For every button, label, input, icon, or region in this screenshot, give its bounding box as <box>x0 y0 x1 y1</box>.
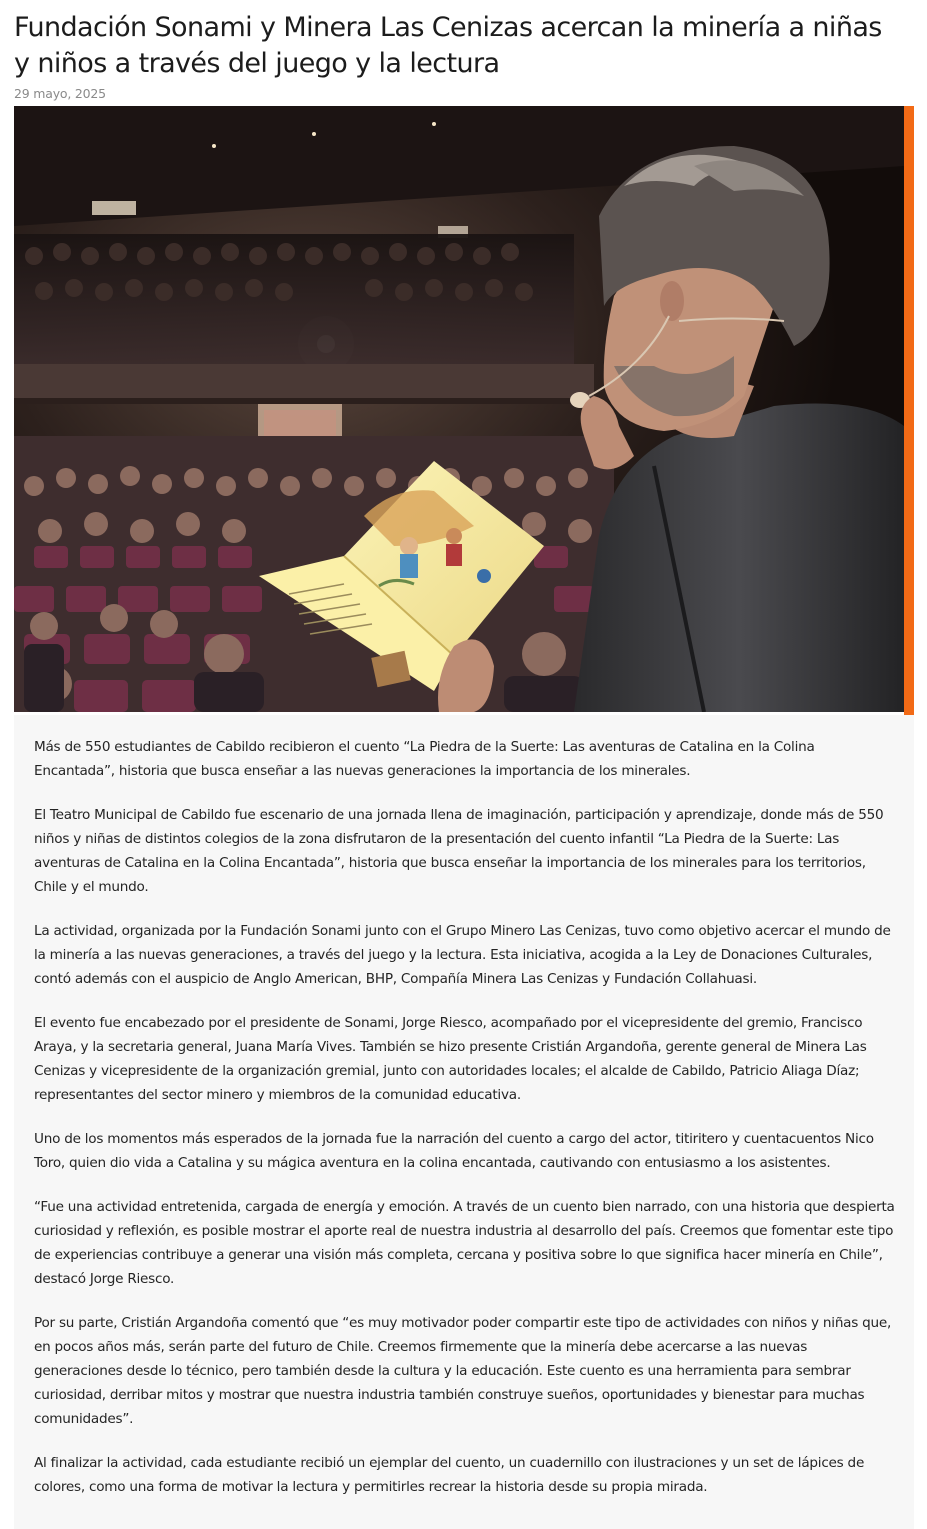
paragraph-4: El evento fue encabezado por el presidente de Sonami, Jorge Riesco, acompañado por el vicepresidente del gremio, Francisco Araya, y la secretaria general, Juana María Vives. También se hizo presente Cristián Argandoña, gerente general de Minera Las Cenizas y vicepresidente de la organización gremial, junto con autoridades locales; el alcalde de Cabildo, Patricio Aliaga Díaz; representantes del sector minero y miembros de la comunidad educativa. <box>34 1015 867 1103</box>
featured-image-frame <box>14 106 914 715</box>
storyteller-ear <box>660 281 684 321</box>
balcony-front <box>14 364 594 398</box>
article-title: Fundación Sonami y Minera Las Cenizas acercan la minería a niñas y niños a través del juego y la lectura <box>14 12 882 79</box>
accent-bar <box>904 106 914 715</box>
balcony-light-left <box>92 201 136 215</box>
article-date: 29 mayo, 2025 <box>14 86 106 101</box>
storyteller-photo <box>14 106 904 712</box>
paragraph-8: Al finalizar la actividad, cada estudiante recibió un ejemplar del cuento, un cuadernillo con ilustraciones y un set de lápices de colores, como una forma de motivar la lectura y permitirles recrear la historia desde su propia mirada. <box>34 1455 865 1495</box>
paragraph-6: “Fue una actividad entretenida, cargada de energía y emoción. A través de un cuento bien narrado, con una historia que despierta curiosidad y reflexión, es posible mostrar el aporte real de nuestra industria al desarrollo del país. Creemos que fomentar este tipo de experiencias contribuye a generar una visión más completa, cercana y positiva sobre lo que significa hacer minería en Chile”, destacó Jorge Riesco. <box>34 1199 895 1287</box>
article-text <box>34 735 896 1519</box>
article-body <box>14 715 914 1529</box>
paragraph-3: La actividad, organizada por la Fundación Sonami junto con el Grupo Minero Las Cenizas, tuvo como objetivo acercar el mundo de la minería a las nuevas generaciones, a través del juego y la lectura. Esta iniciativa, acogida a la Ley de Donaciones Culturales, contó además con el auspicio de Anglo American, BHP, Compañía Minera Las Cenizas y Fundación Collahuasi. <box>34 923 891 987</box>
storyteller-photo-illustration <box>14 106 904 712</box>
paragraph-1: Más de 550 estudiantes de Cabildo recibieron el cuento “La Piedra de la Suerte: Las aventuras de Catalina en la Colina Encantada”, historia que busca enseñar a las nuevas generaciones la importancia de los minerales. <box>34 739 815 779</box>
paragraph-2: El Teatro Municipal de Cabildo fue escenario de una jornada llena de imaginación, participación y aprendizaje, donde más de 550 niños y niñas de distintos colegios de la zona disfrutaron de la presentación del cuento infantil “La Piedra de la Suerte: Las aventuras de Catalina en la Colina Encantada”, historia que busca enseñar la importancia de los minerales para los territorios, Chile y el mundo. <box>34 807 884 895</box>
paragraph-5: Uno de los momentos más esperados de la jornada fue la narración del cuento a cargo del actor, titiritero y cuentacuentos Nico Toro, quien dio vida a Catalina y su mágica aventura en la colina encantada, cautivando con entusiasmo a los asistentes. <box>34 1131 874 1171</box>
paragraph-7: Por su parte, Cristián Argandoña comentó que “es muy motivador poder compartir este tipo de actividades con niños y niñas que, en pocos años más, serán parte del futuro de Chile. Creemos firmemente que la minería debe acercarse a las nuevas generaciones desde lo técnico, pero también desde la cultura y la educación. Este cuento es una herramienta para sembrar curiosidad, derribar mitos y mostrar que nuestra industria también construye sueños, oportunidades y bienestar para muchas comunidades”. <box>34 1315 892 1427</box>
